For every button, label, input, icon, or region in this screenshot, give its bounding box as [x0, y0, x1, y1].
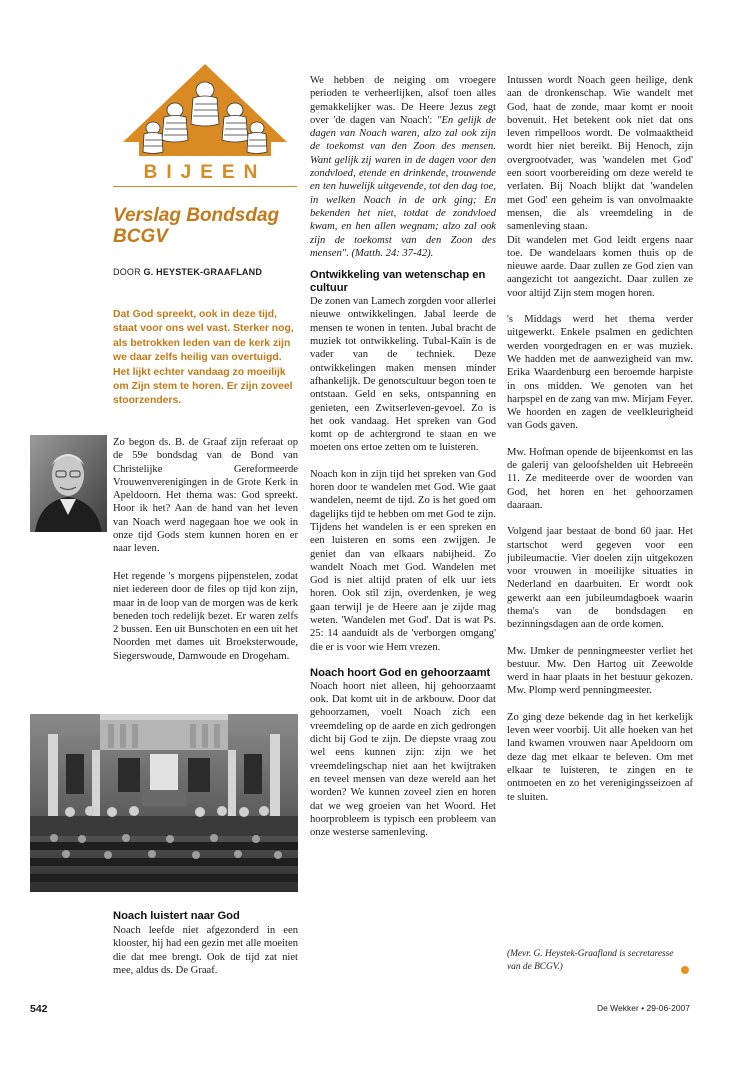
col1-paragraph-1: Zo begon ds. B. de Graaf zijn referaat op de 59e bondsdag van de Bond van Christelijke Gereformeerde Vrouwenverenigingen in de Grote Kerk in Apeldoorn. Het thema was: God spreekt. Hoor ik het? Aan de hand van het leven van Noach werd nagegaan hoe we ook in onze tijd Gods stem kunnen horen en er naar leven. [113, 437, 298, 555]
col2-paragraph-3: Noach kon in zijn tijd het spreken van God horen door te wandelen met God. Wie gaat wandelen, neemt de tijd. Zo is het goed om dagelijks tijd te hebben om met God te zijn. Tijdens het wandelen is er een spreken en een luisteren en soms een zwijgen. Je geniet dan van elkaars nabijheid. Zo wandelt Noach met God. Wandelen met God is niet altijd praten of elk uur iets horen. Ook stil zijn, overdenken, je weg gaan terwijl je de Heere aan je zijde mag weten. 'Wandelen met God'. Dat is wat Ps. 25: 14 aanduidt als de 'verborgen omgang' die er is voor wie Hem vrezen. [310, 468, 496, 653]
col3-paragraph-2: Dit wandelen met God leidt ergens naar toe. De wandelaars komen thuis op de nieuwe aarde. Daar zullen ze God zien van aangezicht tot aangezicht. Daar zullen ze voor altijd Zijn stem mogen horen. [507, 234, 693, 299]
bijeen-logo [113, 60, 297, 190]
byline [113, 267, 262, 277]
end-mark-dot [681, 966, 689, 974]
author-signature-note: (Mevr. G. Heystek-Graafland is secretaresse van de BCGV.) [507, 949, 674, 972]
publication-footer: De Wekker • 29-06-2007 [596, 1003, 690, 1013]
col3-paragraph-7: Zo ging deze bekende dag in het kerkelijk leven weer voorbij. Uit alle hoeken van het land kwamen vrouwen naar Apeldoorn om deze dag met elkaar te beleven. Om met elkaar te luisteren, te zingen en te ontmoeten en zo het verenigingsseizoen af te sluiten. [507, 711, 693, 803]
byline-author: G. HEYSTEK-GRAAFLAND [143, 267, 263, 277]
logo-text: BIJEEN [143, 162, 267, 183]
col2-heading-1: Ontwikkeling van wetenschap en cultuur [310, 269, 486, 295]
col3-paragraph-3: 's Middags werd het thema verder uitgewerkt. Enkele psalmen en gedichten werden voorgedragen en er was muziek. We hadden met de aanwezigheid van mw. Erika Waardenburg een beroemde harpiste in ons midden. We genoten van het harpspel en de zang van mw. Mirjam Feyer. We hoorden en zagen de veelkleurigheid van Gods gaven. [507, 314, 693, 432]
col2-bible-quote: "En gelijk de dagen van Noach waren, alzo zal ook zijn de toekomst van den Zoon des mensen. Want gelijk zij waren in de dagen voor den zondvloed, etende en drinkende, trouwende en ten huwelijk uitgevende, tot den dag toe, in welken Noach in de ark ging; En bekenden het niet, totdat de zondvloed kwam, en hen allen wegnam; alzo zal ook zijn de toekomst van den Zoon des mensen". (Matth. 24: 37-42). [310, 114, 497, 259]
col1-paragraph-3: Noach leefde niet afgezonderd in een klooster, hij had een gezin met alle moeiten die dat mee brengt. Ook de tijd zat niet mee, aldus ds. De Graaf. [113, 925, 298, 976]
logo-divider [113, 186, 297, 187]
byline-label: DOOR [113, 267, 141, 277]
col2-paragraph-2: De zonen van Lamech zorgden voor allerlei nieuwe ontwikkelingen. Jabal leerde de mensen te wonen in tenten. Jubal bracht de muziek tot ontwikkeling. Tubal-Kaïn is de vader van de techniek. Deze ontwikkelingen maken mensen minder afhankelijk. De genotscultuur begon toen te ontstaan. Geld en seks, ontspanning en genieten, een Zwitserleven-gevoel. Zo is het ook vandaag. Het spreken van God komt op de achtergrond te staan en we moeten ons ertoe zetten om te luisteren. [310, 296, 496, 454]
column-2 [310, 74, 496, 852]
col3-paragraph-1: Intussen wordt Noach geen heilige, denk aan de dronkenschap. Wie wandelt met God, haat de zonde, maar komt er nooit bovenuit. Het betekent ook niet dat ons leven rimpelloos wordt. De volmaaktheid wordt hier niet bereikt. Bij Henoch, zijn overgrootvader, was 'wandelen met God' een soort voorbereiding om deze wereld te verlaten. Bij Noach blijkt dat 'wandelen met God' een geheim is van onvolmaakte mensen, die als vreemdeling in de samenleving staan. [507, 75, 693, 233]
article-title: Verslag Bondsdag BCGV [113, 205, 280, 247]
col2-p1-lead: We hebben de neiging om vroegere perioden te verheerlijken, alsof toen alles gemakkelijker was. De Heere Jezus zegt over 'de dagen van Noach': [310, 75, 496, 126]
article-intro: Dat God spreekt, ook in deze tijd, staat voor ons wel vast. Sterker nog, als betrokken leden van de kerk zijn we daar zelfs heilig van overtuigd. Het lijkt echter vandaag zo moeilijk om Zijn stem te horen. Er zijn zoveel stoorzenders. [113, 309, 294, 407]
col2-paragraph-1 [310, 74, 496, 260]
church-interior-photo [30, 714, 298, 892]
column-3 [507, 74, 693, 817]
col2-heading-2: Noach hoort God en gehoorzaamt [310, 666, 491, 679]
col3-paragraph-5: Volgend jaar bestaat de bond 60 jaar. Het startschot werd gegeven voor een jubileumactie. Vier doelen zijn uitgekozen voor vrouwen in moeilijke situaties in Nederland en daarbuiten. Er wordt ook gewerkt aan een jubileumdagboek waarin thema's van de bondsdagen en bezinningsdagen aan de orde komen. [507, 526, 693, 631]
col3-paragraph-6: Mw. IJmker de penningmeester verliet het bestuur. Mw. Den Hartog uit Zeewolde werd in haar plaats in het bestuur gekozen. Mw. Plomp werd penningmeester. [507, 645, 693, 697]
page-number: 542 [30, 1003, 48, 1015]
col2-paragraph-4: Noach hoort niet alleen, hij gehoorzaamt ook. Dat komt uit in de arkbouw. Door dat gehoorzamen, voelt Noach zich een vreemdeling op de aarde en zich gedrongen dicht bij God te zijn. De diepste vraag zou wel eens kunnen zijn: zijn we het vreemdelingschap niet aan het kwijtraken en teveel mensen van deze wereld aan het worden? We kunnen zoveel zien en horen dat we weg groeien van het Woord. Het hoorprobleem is typisch een probleem van onze westerse samenleving. [310, 680, 496, 839]
col1-heading: Noach luistert naar God [113, 910, 240, 922]
col1-paragraph-2: Het regende 's morgens pijpenstelen, zodat niet iedereen door de files op tijd kon zijn, maar in de loop van de morgen was de kerk beneden toch redelijk bezet. Er waren zelfs 2 bussen. Een uit Bunschoten en een uit het Noorden met dames uit Broeksterwoude, Siegerswoude, Damwoude en Drogeham. [113, 571, 298, 662]
portrait-photo [30, 435, 107, 532]
col3-paragraph-4: Mw. Hofman opende de bijeenkomst en las de galerij van geloofshelden uit Hebreeën 11. Ze mediteerde over de woorden van God, het horen en het gehoorzamen daaraan. [507, 446, 693, 511]
